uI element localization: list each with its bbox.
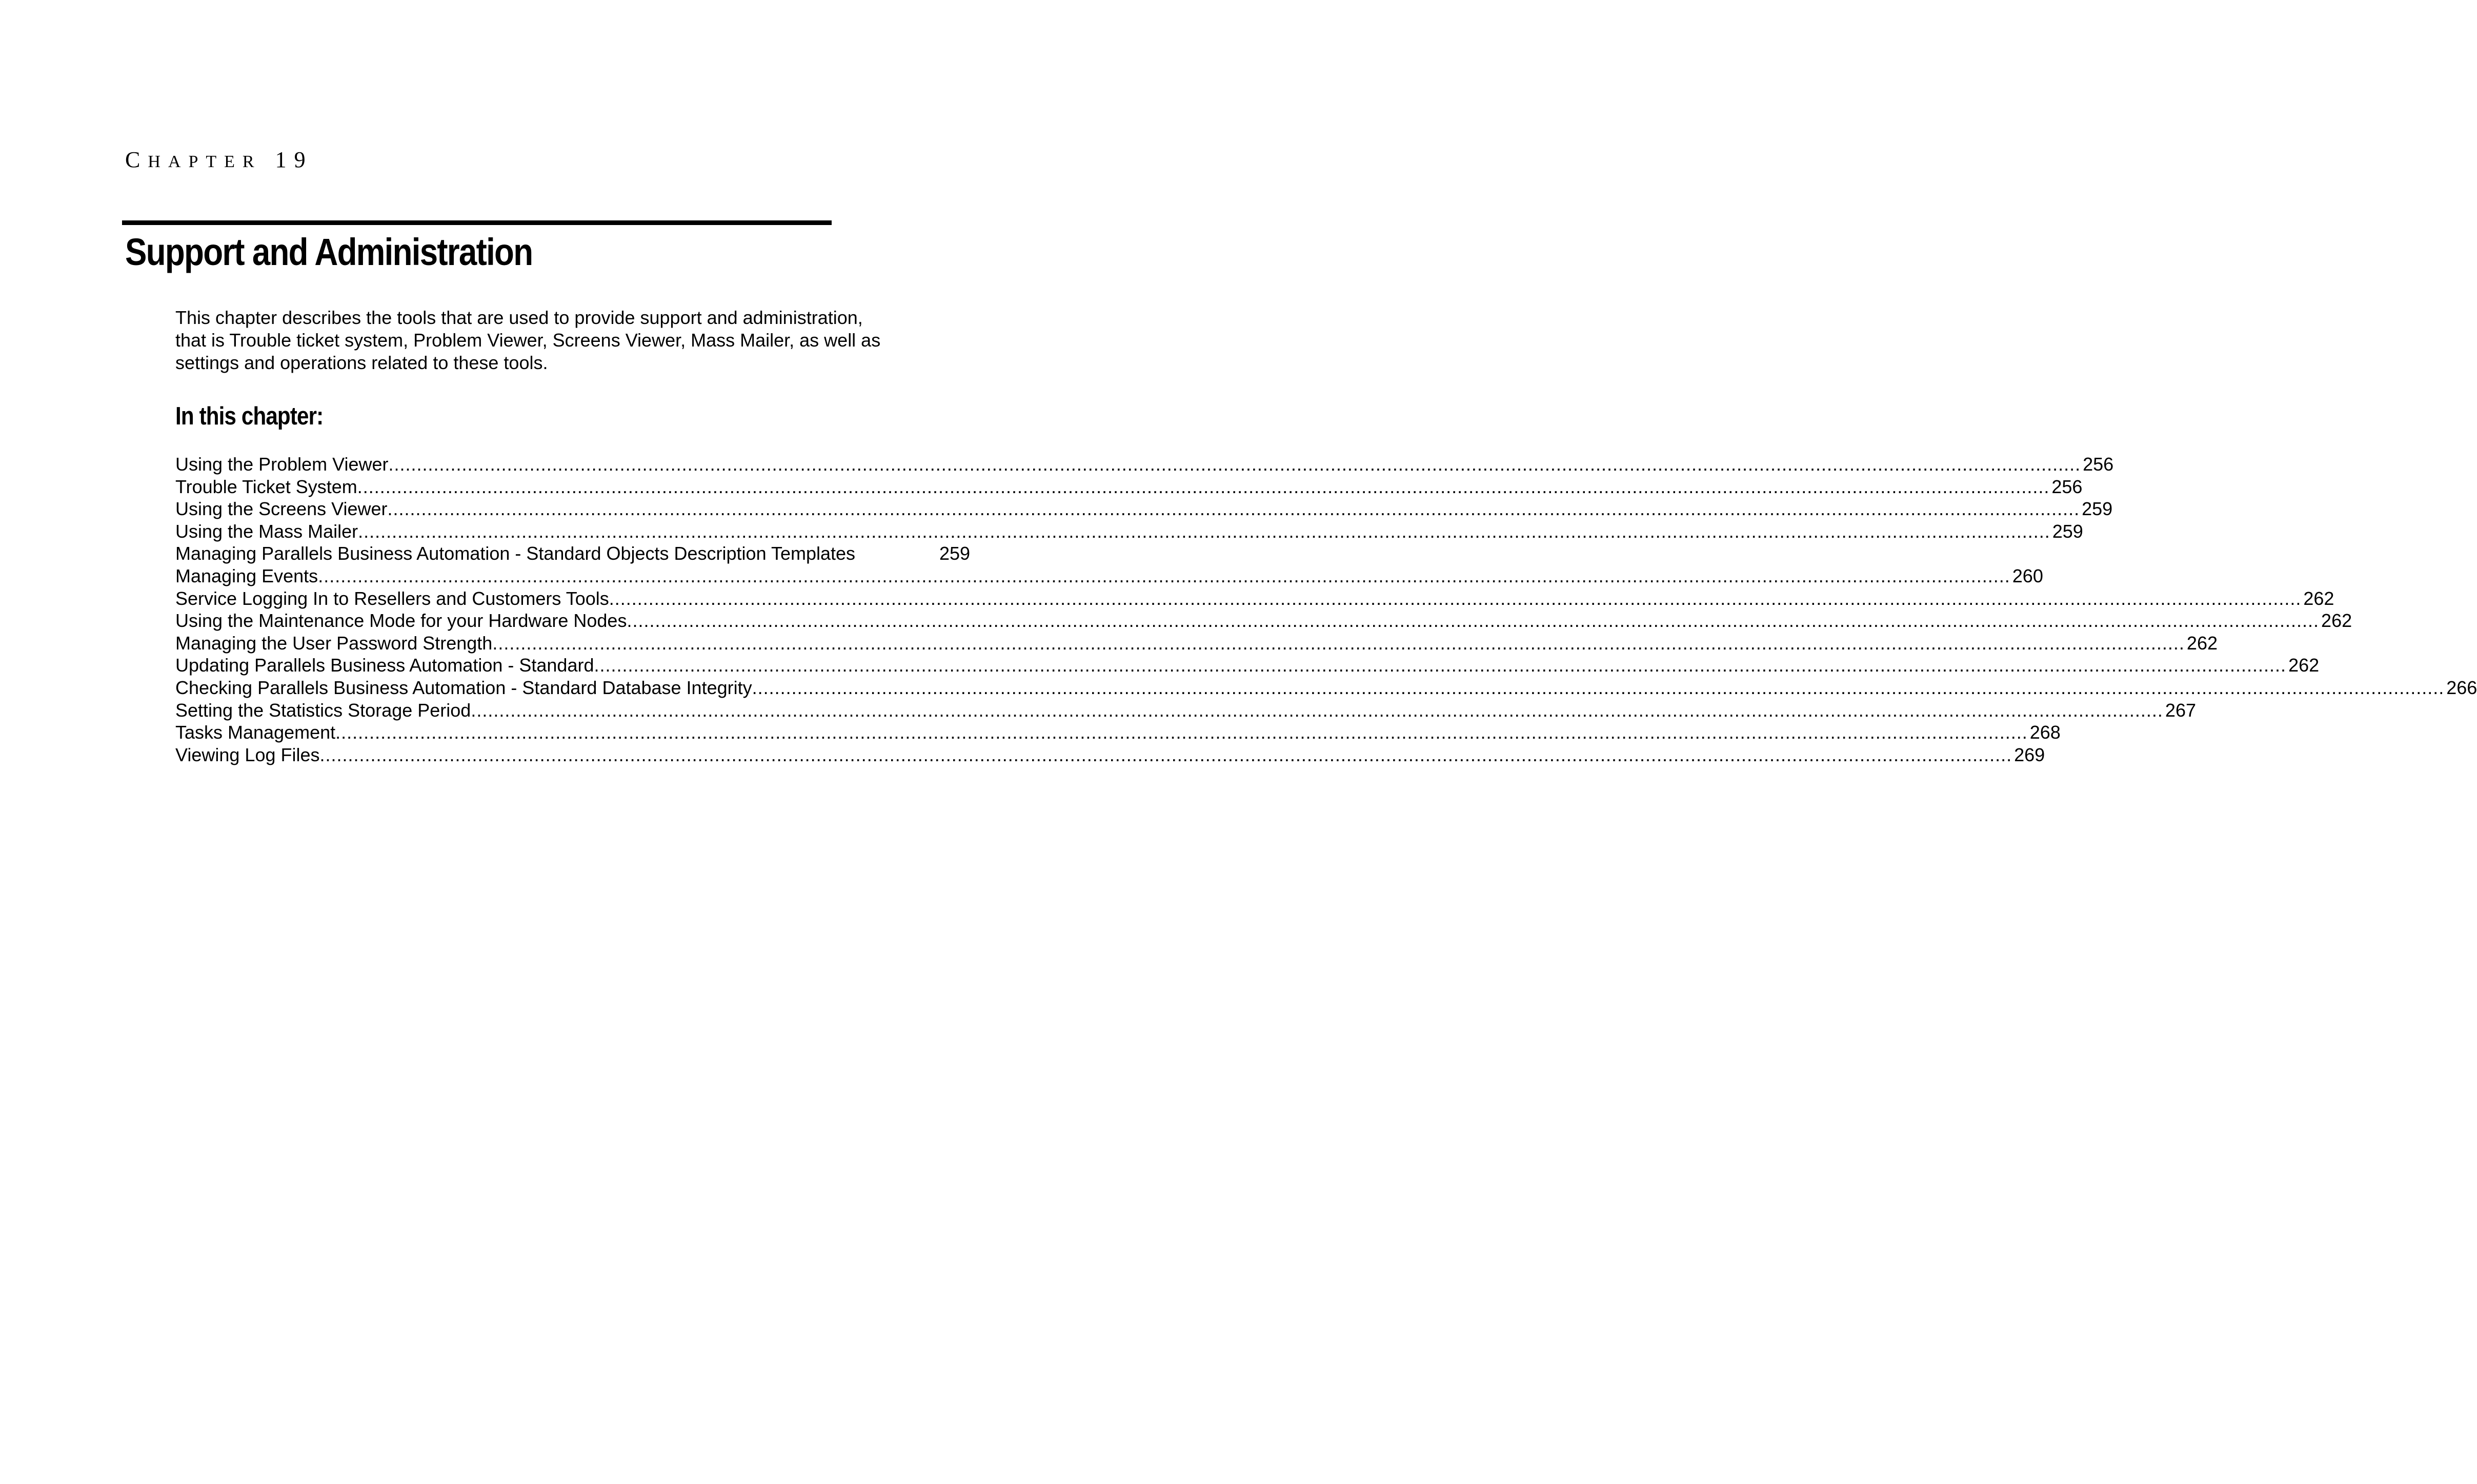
toc-entry-title: Service Logging In to Resellers and Customers Tools <box>175 587 609 609</box>
toc-entry-title: Managing Events <box>175 565 318 586</box>
table-of-contents <box>175 453 2477 766</box>
intro-line: settings and operations related to these tools. <box>175 352 548 373</box>
toc-leader-dots: ............................................................................................................................................................................................................................................................................................................ <box>358 520 2050 542</box>
toc-entry-page: 262 <box>2321 610 2352 632</box>
toc-entry[interactable] <box>175 476 2083 498</box>
toc-entry-page: 262 <box>2288 655 2320 676</box>
toc-entry-title: Updating Parallels Business Automation - Standard <box>175 655 594 676</box>
toc-leader-dots: ............................................................................................................................................................................................................................................................................................................ <box>357 476 2050 497</box>
toc-entry-title: Viewing Log Files <box>175 744 320 765</box>
chapter-number: 19 <box>275 147 313 172</box>
toc-entry[interactable] <box>175 587 2334 610</box>
chapter-intro <box>175 307 880 374</box>
chapter-label-word: HAPTER <box>148 152 262 171</box>
toc-leader-dots: ............................................................................................................................................................................................................................................................................................................ <box>492 632 2185 654</box>
toc-entry-page: 256 <box>2051 476 2083 497</box>
toc-leader-dots: ............................................................................................................................................................................................................................................................................................................ <box>387 498 2080 520</box>
toc-leader-dots: ............................................................................................................................................................................................................................................................................................................ <box>335 722 2028 743</box>
toc-entry[interactable] <box>175 721 2061 744</box>
intro-line: This chapter describes the tools that are used to provide support and administration, <box>175 307 863 328</box>
toc-entry[interactable] <box>175 744 2045 766</box>
toc-entry-page: 259 <box>2082 498 2113 520</box>
toc-entry-page: 269 <box>2014 744 2045 765</box>
toc-leader-dots: ............................................................................................................................................................................................................................................................................................................ <box>594 655 2287 676</box>
toc-entry[interactable] <box>175 498 2113 520</box>
toc-entry[interactable] <box>175 565 2043 587</box>
intro-line: that is Trouble ticket system, Problem Viewer, Screens Viewer, Mass Mailer, as well as <box>175 330 881 351</box>
toc-entry-page: 268 <box>2029 722 2061 743</box>
toc-entry-title: Trouble Ticket System <box>175 476 357 497</box>
chapter-title: Support and Administration <box>125 231 533 273</box>
toc-leader-dots: ............................................................................................................................................................................................................................................................................................................ <box>471 699 2163 721</box>
toc-entry-page: 262 <box>2186 632 2218 654</box>
toc-entry-title: Setting the Statistics Storage Period <box>175 699 471 721</box>
toc-entry-title: Checking Parallels Business Automation - Standard Database Integrity <box>175 677 752 698</box>
toc-entry[interactable] <box>175 654 2320 677</box>
toc-entry-title: Using the Maintenance Mode for your Hardware Nodes <box>175 610 627 632</box>
toc-entry[interactable] <box>175 520 2083 543</box>
chapter-label <box>125 147 313 175</box>
toc-entry[interactable] <box>175 632 2218 655</box>
chapter-divider <box>122 220 832 225</box>
toc-entry-title: Using the Problem Viewer <box>175 454 389 475</box>
toc-entry[interactable] <box>175 609 2352 632</box>
toc-entry-title: Managing the User Password Strength <box>175 632 493 654</box>
toc-entry-title: Using the Mass Mailer <box>175 520 358 542</box>
toc-entry[interactable] <box>175 542 971 565</box>
toc-heading: In this chapter: <box>175 402 324 430</box>
toc-entry-title: Using the Screens Viewer <box>175 498 388 520</box>
toc-entry-page: 260 <box>2012 565 2043 586</box>
toc-entry[interactable] <box>175 453 2114 476</box>
toc-entry-page: 259 <box>2052 520 2083 542</box>
toc-leader-dots: ............................................................................................................................................................................................................................................................................................................ <box>388 454 2081 475</box>
toc-leader-dots: ............................................................................................................................................................................................................................................................................................................ <box>752 677 2445 698</box>
toc-leader-dots: ............................................................................................................................................................................................................................................................................................................ <box>609 587 2302 609</box>
toc-entry-page: 256 <box>2083 454 2114 475</box>
toc-entry-page: 266 <box>2446 677 2477 698</box>
toc-leader-dots: ............................................................................................................................................................................................................................................................................................................ <box>318 565 2010 586</box>
toc-entry-page: 262 <box>2303 587 2334 609</box>
toc-entry-page: 259 <box>939 543 971 564</box>
toc-entry-title: Managing Parallels Business Automation - Standard Objects Description Templates <box>175 543 856 564</box>
toc-entry[interactable] <box>175 699 2196 722</box>
toc-leader-dots: ............................................................................................................................................................................................................................................................................................................ <box>319 744 2012 765</box>
toc-entry-page: 267 <box>2165 699 2196 721</box>
chapter-label-initial: C <box>125 147 148 172</box>
toc-entry-title: Tasks Management <box>175 722 336 743</box>
toc-entry[interactable] <box>175 677 2477 699</box>
toc-leader-dots: ............................................................................................................................................................................................................................................................................................................ <box>627 610 2320 632</box>
